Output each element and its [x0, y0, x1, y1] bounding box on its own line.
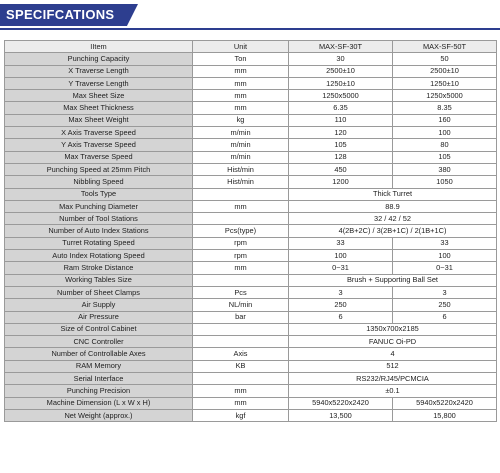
spec-item-label: Air Supply — [5, 299, 193, 311]
spec-value-30t: 5940x5220x2420 — [289, 397, 393, 409]
spec-item-label: Net Weight (approx.) — [5, 409, 193, 421]
spec-value-50t: 100 — [393, 250, 497, 262]
table-row — [5, 360, 497, 372]
spec-item-label: Number of Sheet Clamps — [5, 286, 193, 298]
spec-value-30t: 3 — [289, 286, 393, 298]
table-row — [5, 286, 497, 298]
spec-item-label: Max Traverse Speed — [5, 151, 193, 163]
spec-value-shared: 4(2B+2C) / 3(2B+1C) / 2(1B+1C) — [289, 225, 497, 237]
spec-unit: mm — [193, 385, 289, 397]
spec-value-50t: 80 — [393, 139, 497, 151]
column-header-item: IItem — [5, 41, 193, 53]
spec-unit: m/min — [193, 127, 289, 139]
spec-value-30t: 120 — [289, 127, 393, 139]
spec-unit: mm — [193, 90, 289, 102]
table-row — [5, 336, 497, 348]
spec-unit: mm — [193, 77, 289, 89]
spec-value-shared: Brush + Supporting Ball Set — [289, 274, 497, 286]
spec-item-label: CNC Controller — [5, 336, 193, 348]
spec-item-label: Size of Control Cabinet — [5, 323, 193, 335]
table-row — [5, 299, 497, 311]
spec-item-label: Max Sheet Weight — [5, 114, 193, 126]
spec-value-30t: 1200 — [289, 176, 393, 188]
spec-unit: kg — [193, 114, 289, 126]
table-header-row — [5, 41, 497, 53]
table-row — [5, 90, 497, 102]
spec-value-30t: 250 — [289, 299, 393, 311]
spec-value-50t: 8.35 — [393, 102, 497, 114]
table-row — [5, 323, 497, 335]
spec-value-50t: 6 — [393, 311, 497, 323]
spec-value-30t: 128 — [289, 151, 393, 163]
spec-item-label: Punching Precision — [5, 385, 193, 397]
spec-value-30t: 105 — [289, 139, 393, 151]
spec-item-label: Punching Speed at 25mm Pitch — [5, 163, 193, 175]
spec-unit: m/min — [193, 139, 289, 151]
spec-item-label: Auto Index Rotationg Speed — [5, 250, 193, 262]
spec-item-label: Working Tables Size — [5, 274, 193, 286]
spec-item-label: Machine Dimension (L x W x H) — [5, 397, 193, 409]
spec-unit: mm — [193, 65, 289, 77]
spec-value-50t: 1050 — [393, 176, 497, 188]
spec-unit: rpm — [193, 250, 289, 262]
spec-unit: kgf — [193, 409, 289, 421]
spec-unit: mm — [193, 397, 289, 409]
spec-value-50t: 15,800 — [393, 409, 497, 421]
table-row — [5, 102, 497, 114]
spec-value-shared: FANUC Oi-PD — [289, 336, 497, 348]
spec-value-50t: 160 — [393, 114, 497, 126]
spec-item-label: Air Pressure — [5, 311, 193, 323]
spec-value-30t: 6 — [289, 311, 393, 323]
spec-item-label: Y Axis Traverse Speed — [5, 139, 193, 151]
spec-value-50t: 3 — [393, 286, 497, 298]
spec-item-label: Number of Tool Stations — [5, 213, 193, 225]
spec-value-30t: 1250±10 — [289, 77, 393, 89]
spec-unit: mm — [193, 262, 289, 274]
spec-table-body — [5, 53, 497, 422]
spec-value-50t: 105 — [393, 151, 497, 163]
spec-value-50t: 1250x5000 — [393, 90, 497, 102]
spec-item-label: Number of Auto Index Stations — [5, 225, 193, 237]
spec-unit — [193, 336, 289, 348]
spec-item-label: Punching Capacity — [5, 53, 193, 65]
table-row — [5, 385, 497, 397]
spec-unit: rpm — [193, 237, 289, 249]
spec-value-30t: 6.35 — [289, 102, 393, 114]
spec-table — [4, 40, 497, 422]
spec-unit: Hist/min — [193, 163, 289, 175]
spec-unit: Axis — [193, 348, 289, 360]
spec-value-30t: 110 — [289, 114, 393, 126]
spec-item-label: Number of Controllable Axes — [5, 348, 193, 360]
column-header-unit: Unit — [193, 41, 289, 53]
spec-item-label: Ram Stroke Distance — [5, 262, 193, 274]
table-row — [5, 397, 497, 409]
spec-unit: Pcs — [193, 286, 289, 298]
section-header — [0, 0, 500, 30]
spec-value-50t: 250 — [393, 299, 497, 311]
spec-value-30t: 450 — [289, 163, 393, 175]
table-row — [5, 213, 497, 225]
spec-unit: m/min — [193, 151, 289, 163]
table-row — [5, 77, 497, 89]
spec-value-shared: Thick Turret — [289, 188, 497, 200]
table-row — [5, 139, 497, 151]
spec-value-50t: 380 — [393, 163, 497, 175]
spec-value-shared: ±0.1 — [289, 385, 497, 397]
spec-value-30t: 33 — [289, 237, 393, 249]
spec-item-label: X Axis Traverse Speed — [5, 127, 193, 139]
spec-value-50t: 50 — [393, 53, 497, 65]
table-row — [5, 262, 497, 274]
spec-value-30t: 13,500 — [289, 409, 393, 421]
table-row — [5, 311, 497, 323]
spec-unit: mm — [193, 102, 289, 114]
spec-value-50t: 100 — [393, 127, 497, 139]
spec-value-shared: 88.9 — [289, 200, 497, 212]
table-row — [5, 200, 497, 212]
table-row — [5, 163, 497, 175]
table-row — [5, 176, 497, 188]
page-title: SPECIFCATIONS — [6, 7, 115, 22]
spec-unit — [193, 323, 289, 335]
spec-value-50t: 0~31 — [393, 262, 497, 274]
spec-unit: bar — [193, 311, 289, 323]
table-row — [5, 409, 497, 421]
table-row — [5, 225, 497, 237]
table-row — [5, 274, 497, 286]
header-rule — [0, 28, 500, 30]
spec-unit: Pcs(type) — [193, 225, 289, 237]
table-row — [5, 348, 497, 360]
spec-value-30t: 100 — [289, 250, 393, 262]
table-row — [5, 237, 497, 249]
spec-item-label: Max Sheet Size — [5, 90, 193, 102]
spec-unit: KB — [193, 360, 289, 372]
table-row — [5, 373, 497, 385]
spec-value-shared: 32 / 42 / 52 — [289, 213, 497, 225]
spec-item-label: Y Traverse Length — [5, 77, 193, 89]
spec-value-50t: 1250±10 — [393, 77, 497, 89]
spec-unit — [193, 274, 289, 286]
spec-unit: Hist/min — [193, 176, 289, 188]
spec-unit: mm — [193, 200, 289, 212]
spec-value-50t: 2500±10 — [393, 65, 497, 77]
spec-unit: NL/min — [193, 299, 289, 311]
spec-item-label: Serial Interface — [5, 373, 193, 385]
spec-unit — [193, 188, 289, 200]
table-row — [5, 188, 497, 200]
table-row — [5, 114, 497, 126]
spec-item-label: Max Sheet Thickness — [5, 102, 193, 114]
spec-item-label: RAM Memory — [5, 360, 193, 372]
spec-value-shared: 1350x700x2185 — [289, 323, 497, 335]
spec-item-label: Nibbling Speed — [5, 176, 193, 188]
table-row — [5, 250, 497, 262]
spec-value-30t: 30 — [289, 53, 393, 65]
spec-value-30t: 2500±10 — [289, 65, 393, 77]
spec-item-label: Turret Rotating Speed — [5, 237, 193, 249]
spec-unit: Ton — [193, 53, 289, 65]
spec-value-50t: 33 — [393, 237, 497, 249]
spec-value-30t: 1250x5000 — [289, 90, 393, 102]
spec-value-shared: 4 — [289, 348, 497, 360]
spec-value-shared: 512 — [289, 360, 497, 372]
spec-value-50t: 5940x5220x2420 — [393, 397, 497, 409]
table-row — [5, 127, 497, 139]
spec-value-30t: 0~31 — [289, 262, 393, 274]
spec-unit — [193, 373, 289, 385]
spec-item-label: Max Punching Diameter — [5, 200, 193, 212]
spec-item-label: Tools Type — [5, 188, 193, 200]
spec-value-shared: RS232/RJ45/PCMCIA — [289, 373, 497, 385]
spec-unit — [193, 213, 289, 225]
column-header-30t: MAX-SF-30T — [289, 41, 393, 53]
table-row — [5, 151, 497, 163]
column-header-50t: MAX-SF-50T — [393, 41, 497, 53]
table-row — [5, 65, 497, 77]
table-row — [5, 53, 497, 65]
spec-item-label: X Traverse Length — [5, 65, 193, 77]
